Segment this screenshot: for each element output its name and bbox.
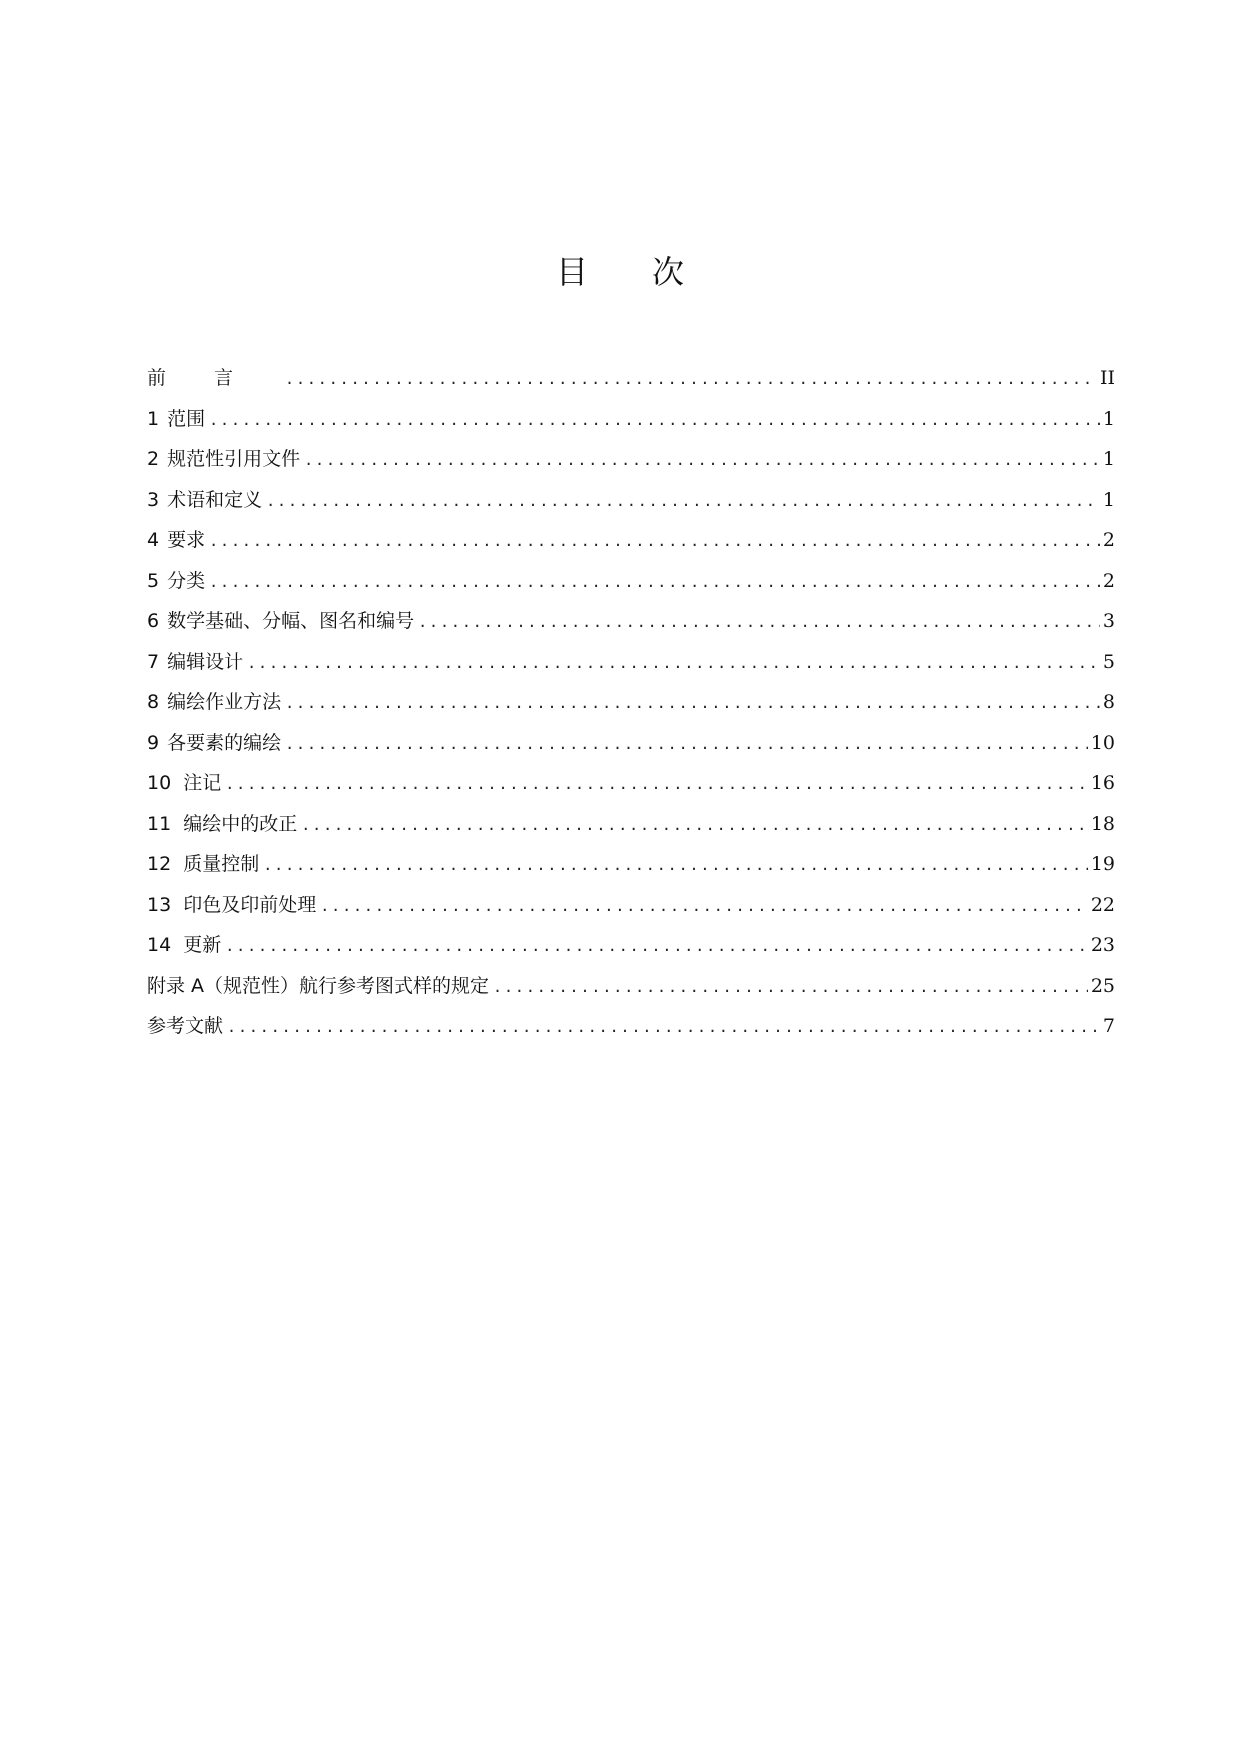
toc-page-number: 22: [1090, 893, 1115, 916]
toc-leader-dots: [418, 602, 1100, 643]
toc-leader-dots: [301, 805, 1088, 846]
toc-leader-dots: [285, 724, 1088, 765]
toc-entry-label: [147, 1006, 223, 1047]
toc-page-number: 5: [1102, 650, 1115, 673]
toc-page-number: 7: [1102, 1015, 1115, 1037]
toc-leader-dots: [266, 481, 1100, 522]
toc-entry-title: 各要素的编绘: [167, 731, 282, 754]
toc-entry-label: [147, 358, 281, 399]
toc-page-number: 3: [1102, 610, 1115, 632]
toc-page-number: II: [1099, 367, 1115, 389]
toc-page-number: 2: [1102, 569, 1115, 592]
toc-page-number: 23: [1090, 934, 1115, 956]
toc-entry-number: 8: [147, 691, 160, 713]
toc-entry-8[interactable]: [147, 682, 1115, 723]
toc-entry-label: [147, 682, 281, 723]
toc-leader-dots: [209, 400, 1100, 441]
toc-entry-title: 分类: [167, 569, 206, 592]
toc-leader-dots: [493, 967, 1088, 1008]
toc-entry-label: [147, 399, 205, 440]
toc-entry-number: 12: [147, 853, 172, 875]
toc-entry-title: 数学基础、分幅、图名和编号: [167, 610, 415, 632]
toc-entry-label: [147, 844, 259, 885]
toc-leader-dots: [209, 521, 1100, 562]
toc-entry-references[interactable]: [147, 1006, 1115, 1047]
toc-entry-12[interactable]: [147, 844, 1115, 885]
toc-leader-dots: [209, 562, 1100, 603]
toc-page-number: 8: [1102, 691, 1115, 713]
toc-leader-dots: [225, 926, 1088, 967]
toc-entry-title: 质量控制: [183, 853, 260, 875]
toc-entry-13[interactable]: [147, 885, 1115, 926]
toc-page-number: 19: [1090, 853, 1115, 875]
table-of-contents: [147, 358, 1115, 1047]
toc-entry-2[interactable]: [147, 439, 1115, 480]
toc-entry-label: [147, 804, 297, 845]
toc-entry-label: [147, 601, 414, 642]
toc-entry-number: 13: [147, 893, 172, 916]
toc-page-number: 18: [1090, 812, 1115, 835]
title-char-2: 次: [652, 253, 685, 291]
toc-page-number: 1: [1102, 488, 1115, 511]
toc-entry-number: 9: [147, 731, 160, 754]
toc-entry-title: 更新: [183, 934, 222, 956]
toc-entry-appendix-a[interactable]: [147, 966, 1115, 1007]
toc-entry-title: 编绘中的改正: [183, 812, 298, 835]
toc-entry-label: [147, 642, 243, 683]
toc-entry-title: 编绘作业方法: [167, 691, 282, 713]
toc-entry-title: 范围: [167, 407, 206, 430]
toc-entry-number: 3: [147, 488, 160, 511]
toc-page-number: 1: [1102, 448, 1115, 470]
toc-entry-label: [147, 966, 489, 1007]
toc-entry-label: [147, 925, 221, 966]
toc-entry-title: 注记: [183, 772, 222, 794]
toc-entry-6[interactable]: [147, 601, 1115, 642]
toc-entry-title: 附录 A（规范性）航行参考图式样的规定: [147, 974, 490, 997]
toc-entry-label: [147, 763, 221, 804]
toc-entry-10[interactable]: [147, 763, 1115, 804]
toc-entry-1[interactable]: [147, 399, 1115, 440]
toc-entry-number: 11: [147, 812, 172, 835]
toc-entry-number: 2: [147, 448, 160, 470]
toc-leader-dots: [285, 683, 1100, 724]
toc-entry-5[interactable]: [147, 561, 1115, 602]
toc-entry-11[interactable]: [147, 804, 1115, 845]
toc-entry-number: 4: [147, 529, 160, 551]
title-char-1: 目: [555, 253, 588, 291]
toc-entry-title: 前言: [147, 367, 282, 389]
toc-entry-label: [147, 520, 205, 561]
toc-leader-dots: [227, 1007, 1100, 1048]
toc-entry-label: [147, 561, 205, 602]
toc-entry-foreword[interactable]: [147, 358, 1115, 399]
toc-entry-number: 10: [147, 772, 172, 794]
toc-entry-3[interactable]: [147, 480, 1115, 521]
toc-entry-4[interactable]: [147, 520, 1115, 561]
page-title: [0, 252, 1240, 292]
toc-entry-label: [147, 480, 262, 521]
toc-entry-number: 1: [147, 407, 160, 430]
toc-entry-9[interactable]: [147, 723, 1115, 764]
toc-entry-title: 规范性引用文件: [167, 448, 301, 470]
toc-entry-number: 14: [147, 934, 172, 956]
toc-leader-dots: [263, 845, 1088, 886]
toc-entry-number: 5: [147, 569, 160, 592]
toc-page-number: 2: [1102, 529, 1115, 551]
toc-leader-dots: [225, 764, 1088, 805]
toc-page-number: 10: [1090, 731, 1115, 754]
toc-entry-label: [147, 439, 300, 480]
toc-page-number: 16: [1090, 772, 1115, 794]
toc-entry-label: [147, 723, 281, 764]
toc-leader-dots: [320, 886, 1088, 927]
toc-entry-title: 印色及印前处理: [183, 893, 317, 916]
toc-entry-title: 术语和定义: [167, 488, 263, 511]
toc-entry-number: 6: [147, 610, 160, 632]
toc-entry-14[interactable]: [147, 925, 1115, 966]
toc-entry-label: [147, 885, 316, 926]
toc-leader-dots: [304, 440, 1100, 481]
toc-entry-7[interactable]: [147, 642, 1115, 683]
toc-entry-title: 编辑设计: [167, 650, 244, 673]
toc-leader-dots: [285, 359, 1097, 400]
toc-page-number: 1: [1102, 407, 1115, 430]
toc-leader-dots: [247, 643, 1100, 684]
toc-entry-number: 7: [147, 650, 160, 673]
toc-entry-title: 要求: [167, 529, 206, 551]
toc-page-number: 25: [1090, 974, 1115, 997]
toc-entry-title: 参考文献: [147, 1015, 224, 1037]
